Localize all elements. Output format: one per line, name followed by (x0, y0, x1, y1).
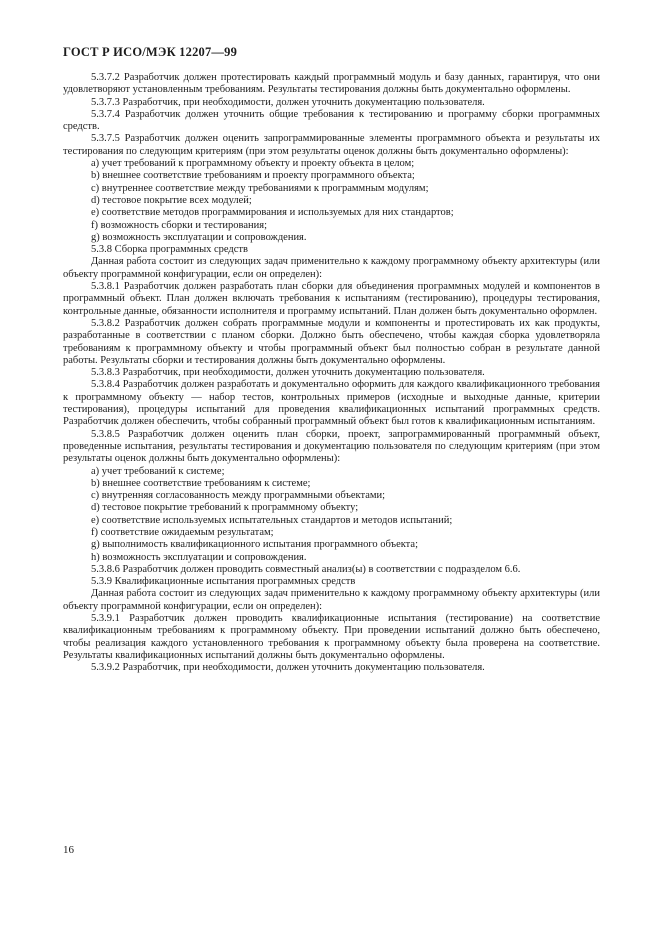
paragraph: Данная работа состоит из следующих задач применительно к каждому программному объекту архитектуры (или объекту программной конфигурации, если он определен): (63, 256, 600, 280)
list-item: g) выполнимость квалификационного испытания программного объекта; (91, 539, 418, 551)
list-item: c) внутренняя согласованность между программными объектами; (91, 490, 386, 502)
paragraph: 5.3.7.4 Разработчик должен уточнить общие требования к тестированию и программу сборки программных средств. (63, 108, 600, 133)
paragraph: 5.3.9 Квалификационные испытания программных средств (91, 576, 356, 588)
list-item: f) возможность сборки и тестирования; (91, 219, 267, 231)
paragraph: 5.3.7.2 Разработчик должен протестировать каждый программный модуль и базу данных, гарантируя, что они удовлетворяют установленным требованиям. Результаты тестирования должны быть документально оформлены. (63, 72, 600, 96)
paragraph: 5.3.8.3 Разработчик, при необходимости, должен уточнить документацию пользователя. (91, 367, 485, 379)
paragraph: 5.3.7.3 Разработчик, при необходимости, должен уточнить документацию пользователя. (91, 96, 485, 108)
list-item: d) тестовое покрытие всех модулей; (91, 194, 252, 206)
paragraph: 5.3.8.4 Разработчик должен разработать и документально оформить для каждого квалификационного требования к программному объекту — набор тестов, контрольных примеров (исходные и выходные данные, критерии тестирования), процедуры испытаний для проведения квалификационных испытаний программных средств. Разработчик должен обеспечить, чтобы собранный программный объект был готов к квалификационным испытаниям. (63, 379, 600, 428)
paragraph: 5.3.8 Сборка программных средств (91, 244, 248, 256)
list-item: h) возможность эксплуатации и сопровождения. (91, 551, 307, 563)
paragraph: 5.3.8.6 Разработчик должен проводить совместный анализ(ы) в соответствии с подразделом 6.6. (91, 563, 521, 575)
paragraph: 5.3.8.2 Разработчик должен собрать программные модули и компоненты и протестировать их как продукты, разработанные в соответствии с планом сборки. Должно быть обеспечено, чтобы каждая сборка удовлетворяла требованиям к программному объекту и чтобы программный объект был полностью собран в результате данной работы. Результаты сборки и тестирования должны быть документально оформлены. (63, 317, 600, 366)
paragraph: 5.3.8.5 Разработчик должен оценить план сборки, проект, запрограммированный программный объект, проведенные испытания, результаты тестирования и документацию пользователя по следующим критериям (при этом результаты оценок должны быть документально оформлены): (63, 428, 600, 465)
list-item: c) внутреннее соответствие между требованиями к программным модулям; (91, 182, 429, 194)
page-number: 16 (63, 844, 74, 856)
list-item: d) тестовое покрытие требований к программному объекту; (91, 502, 359, 514)
list-item: e) соответствие используемых испытательных стандартов и методов испытаний; (91, 514, 453, 526)
list-item: e) соответствие методов программирования и используемых для них стандартов; (91, 207, 454, 219)
list-item: f) соответствие ожидаемым результатам; (91, 526, 274, 538)
list-item: g) возможность эксплуатации и сопровождения. (91, 231, 307, 243)
paragraph: 5.3.9.1 Разработчик должен проводить квалификационные испытания (тестирование) на соответствие квалификационным требованиям к программному объекту. При проведении испытаний должно быть обеспечено, чтобы реализация каждого установленного требования к программному объекту была проверена на соответствие. Результаты квалификационных испытаний должны быть документально оформлены. (63, 613, 600, 661)
list-item: a) учет требований к программному объекту и проекту объекта в целом; (91, 158, 415, 170)
document-header: ГОСТ Р ИСО/МЭК 12207—99 (63, 45, 238, 59)
list-item: a) учет требований к системе; (91, 465, 225, 477)
paragraph: 5.3.7.5 Разработчик должен оценить запрограммированные элементы программного объекта и результаты их тестирования по следующим критериям (при этом результаты оценок должны быть документально оформлены): (63, 133, 600, 157)
list-item: b) внешнее соответствие требованиям к системе; (91, 477, 311, 489)
document-body (63, 72, 600, 675)
paragraph: Данная работа состоит из следующих задач применительно к каждому программному объекту архитектуры (или объекту программной конфигурации, если он определен): (63, 588, 600, 612)
list-item: b) внешнее соответствие требованиям и проекту программного объекта; (91, 170, 415, 182)
paragraph: 5.3.8.1 Разработчик должен разработать план сборки для объединения программных модулей и компонентов в программный объект. План должен включать требования к испытаниям (тестированию), процедуры тестирования, контрольные данные, обязанности исполнителя и программу испытаний. План должен быть документально оформлен. (63, 281, 600, 317)
paragraph: 5.3.9.2 Разработчик, при необходимости, должен уточнить документацию пользователя. (91, 662, 485, 674)
